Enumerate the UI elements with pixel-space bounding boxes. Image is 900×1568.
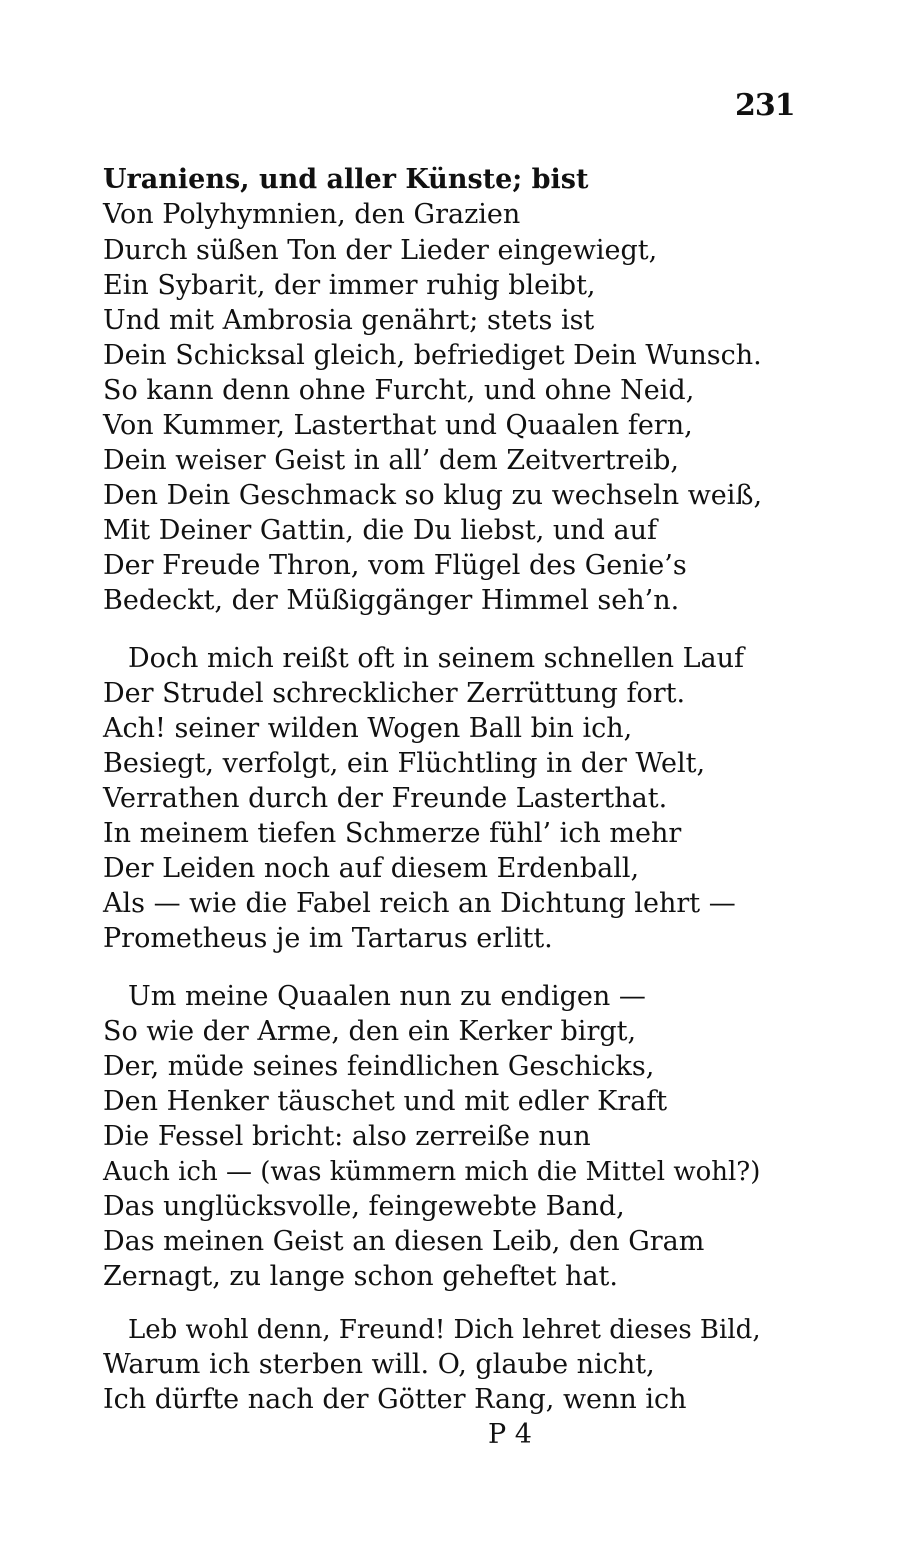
verse-line: Ein Sybarit, der immer ruhig bleibt,	[103, 270, 596, 301]
verse-line: Ach! seiner wilden Wogen Ball bin ich,	[103, 713, 633, 744]
verse-line: Von Kummer, Lasterthat und Quaalen fern,	[103, 410, 693, 441]
verse-line: Mit Deiner Gattin, die Du liebst, und auf	[103, 515, 658, 546]
verse-line: Um meine Quaalen nun zu endigen —	[128, 981, 646, 1012]
verse-line: Dein Schicksal gleich, befriediget Dein Wunsch.	[103, 340, 762, 371]
verse-line: Das meinen Geist an diesen Leib, den Gram	[103, 1226, 705, 1257]
verse-line: Durch süßen Ton der Lieder eingewiegt,	[103, 235, 658, 266]
verse-line: Besiegt, verfolgt, ein Flüchtling in der Welt,	[103, 748, 706, 779]
verse-line: Das unglücksvolle, feingewebte Band,	[103, 1191, 625, 1222]
verse-line: Auch ich — (was kümmern mich die Mittel wohl?)	[103, 1157, 761, 1187]
verse-line: Warum ich sterben will. O, glaube nicht,	[103, 1349, 655, 1380]
verse-line: Die Fessel bricht: also zerreiße nun	[103, 1121, 591, 1152]
verse-line: Der Strudel schrecklicher Zerrüttung fort.	[103, 678, 686, 709]
verse-line: Doch mich reißt oft in seinem schnellen Lauf	[128, 643, 744, 674]
verse-line: Verrathen durch der Freunde Lasterthat.	[103, 783, 668, 814]
verse-line: Der Freude Thron, vom Flügel des Genie’s	[103, 550, 687, 581]
verse-line: Uraniens, und aller Künste; bist	[103, 164, 589, 195]
verse-line: Und mit Ambrosia genährt; stets ist	[103, 305, 595, 336]
printer-signature: P 4	[488, 1419, 532, 1450]
verse-line: Von Polyhymnien, den Grazien	[103, 199, 521, 230]
verse-line: Prometheus je im Tartarus erlitt.	[103, 923, 553, 954]
verse-line: So wie der Arme, den ein Kerker birgt,	[103, 1016, 637, 1047]
verse-line: Als — wie die Fabel reich an Dichtung lehrt —	[103, 888, 736, 919]
verse-line: In meinem tiefen Schmerze fühl’ ich mehr	[103, 818, 682, 849]
verse-line: Leb wohl denn, Freund! Dich lehret dieses Bild,	[128, 1315, 761, 1345]
verse-line: Dein weiser Geist in all’ dem Zeitvertreib,	[103, 445, 679, 476]
page-number: 231	[735, 88, 795, 123]
verse-line: So kann denn ohne Furcht, und ohne Neid,	[103, 375, 695, 406]
verse-line: Ich dürfte nach der Götter Rang, wenn ich	[103, 1384, 687, 1415]
verse-line: Bedeckt, der Müßiggänger Himmel seh’n.	[103, 585, 680, 616]
verse-line: Der, müde seines feindlichen Geschicks,	[103, 1051, 655, 1082]
verse-line: Der Leiden noch auf diesem Erdenball,	[103, 853, 640, 884]
verse-line: Den Dein Geschmack so klug zu wechseln weiß,	[103, 480, 763, 511]
verse-line: Den Henker täuschet und mit edler Kraft	[103, 1086, 668, 1117]
verse-line: Zernagt, zu lange schon geheftet hat.	[103, 1261, 618, 1292]
